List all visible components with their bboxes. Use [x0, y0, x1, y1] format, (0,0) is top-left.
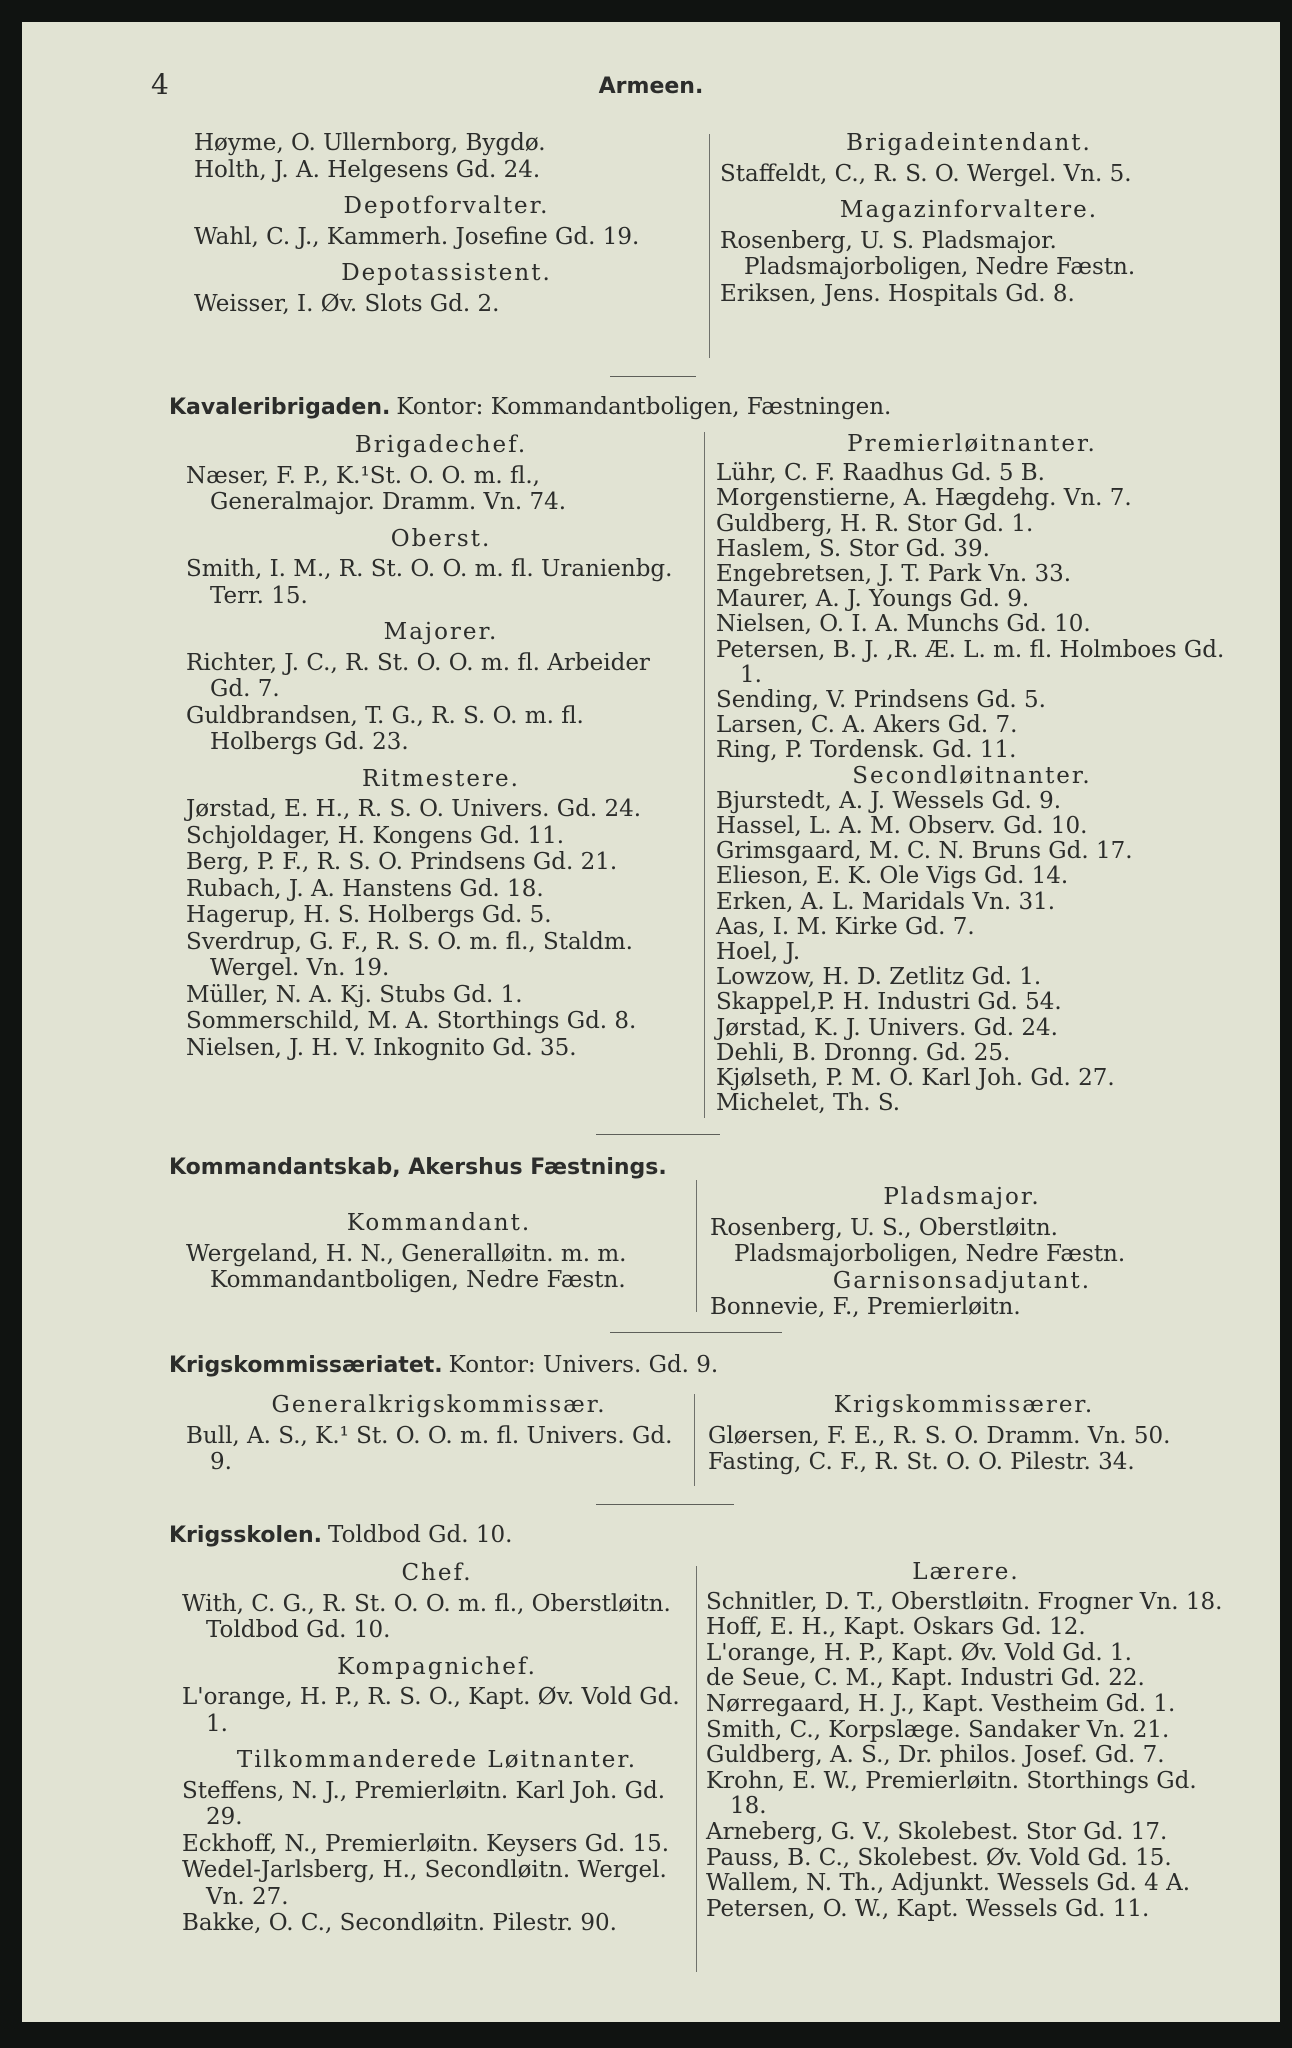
list-item: Wergeland, H. N., Generalløitn. m. m. Kommandantboligen, Nedre Fæstn.	[186, 1240, 627, 1293]
block2-right-column	[710, 1184, 1214, 1321]
section-title: Premierløitnanter.	[847, 431, 1097, 457]
list-item: Rosenberg, U. S., Oberstløitn. Pladsmajorboligen, Nedre Fæstn.	[710, 1214, 1126, 1267]
list-item: Haslem, S. Stor Gd. 39.	[716, 535, 990, 562]
list-item: Lowzow, H. D. Zetlitz Gd. 1.	[716, 964, 1042, 991]
list-item: Ring, P. Tordensk. Gd. 11.	[716, 737, 1017, 764]
section-title: Krigskommissærer.	[833, 1392, 1095, 1418]
list-item: Steffens, N. J., Premierløitn. Karl Joh. Gd. 29.	[182, 1777, 665, 1830]
list-item: L'orange, H. P., R. S. O., Kapt. Øv. Vold Gd. 1.	[182, 1684, 680, 1737]
list-item: Lühr, C. F. Raadhus Gd. 5 B.	[716, 460, 1045, 487]
section-title: Generalkrigskommissær.	[271, 1392, 607, 1418]
list-item: Bakke, O. C., Secondløitn. Pilestr. 90.	[182, 1910, 617, 1936]
list-item: Gløersen, F. E., R. S. O. Dramm. Vn. 50.	[708, 1422, 1171, 1449]
list-item: Erken, A. L. Maridals Vn. 31.	[716, 888, 1056, 915]
list-item: With, C. G., R. St. O. O. m. fl., Oberstløitn. Toldbod Gd. 10.	[182, 1590, 671, 1643]
column-divider	[694, 1394, 695, 1486]
section-heading: Krigskommissæriatet.	[169, 1353, 443, 1378]
block0-right-column	[720, 130, 1218, 307]
list-item: de Seue, C. M., Kapt. Industri Gd. 22.	[706, 1665, 1145, 1692]
office-line: Kontor: Univers. Gd. 9.	[448, 1352, 719, 1378]
section-title: Pladsmajor.	[883, 1184, 1041, 1210]
list-item: Hoff, E. H., Kapt. Oskars Gd. 12.	[706, 1614, 1086, 1641]
section-title: Garnisonsadjutant.	[832, 1267, 1092, 1294]
section-title: Depotassistent.	[341, 260, 552, 286]
list-item: Berg, P. F., R. S. O. Prindsens Gd. 21.	[186, 849, 618, 875]
list-item: Petersen, B. J. ,R. Æ. L. m. fl. Holmboes Gd. 1.	[716, 636, 1225, 688]
section-rule	[610, 1332, 782, 1333]
section-heading: Kommandantskab, Akershus Fæstnings.	[169, 1155, 667, 1180]
section-title: Chef.	[401, 1560, 473, 1586]
list-item: Sverdrup, G. F., R. S. O. m. fl., Staldm. Wergel. Vn. 19.	[186, 928, 633, 981]
block1-left-column	[186, 432, 696, 1061]
section-heading-krigsskolen	[169, 1522, 512, 1550]
list-item: Larsen, C. A. Akers Gd. 7.	[716, 712, 1018, 739]
list-item: Arneberg, G. V., Skolebest. Stor Gd. 17.	[706, 1818, 1168, 1845]
column-divider	[696, 1180, 697, 1312]
list-item: Dehli, B. Dronng. Gd. 25.	[716, 1039, 1011, 1066]
column-divider	[696, 1566, 697, 1972]
block0-left-column	[194, 130, 699, 317]
section-heading-kavaleribrigaden	[169, 394, 891, 422]
running-head: Armeen.	[598, 74, 704, 99]
list-item: Wallem, N. Th., Adjunkt. Wessels Gd. 4 A.	[706, 1870, 1191, 1897]
list-item: Petersen, O. W., Kapt. Wessels Gd. 11.	[706, 1895, 1150, 1922]
list-item: Grimsgaard, M. C. N. Bruns Gd. 17.	[716, 838, 1133, 865]
list-item: Nielsen, J. H. V. Inkognito Gd. 35.	[186, 1034, 577, 1061]
column-divider	[704, 432, 705, 1118]
section-rule	[610, 376, 696, 377]
list-item: Bonnevie, F., Premierløitn.	[710, 1294, 1021, 1320]
office-line: Toldbod Gd. 10.	[328, 1522, 513, 1548]
section-heading: Krigsskolen.	[169, 1523, 323, 1548]
block2-left-column	[186, 1210, 692, 1294]
list-item: Eckhoff, N., Premierløitn. Keysers Gd. 15.	[182, 1830, 670, 1857]
section-title: Kompagnichef.	[337, 1653, 537, 1680]
section-title: Ritmestere.	[362, 765, 520, 792]
block3-left-column	[186, 1392, 692, 1476]
list-item: L'orange, H. P., Kapt. Øv. Vold Gd. 1.	[706, 1639, 1132, 1666]
list-item: Hoel, J.	[716, 939, 801, 966]
list-item: Guldbrandsen, T. G., R. S. O. m. fl. Holbergs Gd. 23.	[186, 702, 584, 755]
list-item: Næser, F. P., K.¹St. O. O. m. fl., Generalmajor. Dramm. Vn. 74.	[186, 462, 567, 515]
block3-right-column	[708, 1392, 1220, 1476]
block0-left-lines	[194, 130, 699, 183]
section-rule	[596, 1504, 734, 1505]
list-item: Weisser, I. Øv. Slots Gd. 2.	[194, 290, 500, 317]
list-item: Wahl, C. J., Kammerh. Josefine Gd. 19.	[194, 223, 640, 250]
list-item: Pauss, B. C., Skolebest. Øv. Vold Gd. 15.	[706, 1844, 1172, 1871]
list-item: Aas, I. M. Kirke Gd. 7.	[716, 913, 975, 940]
column-divider	[709, 134, 710, 358]
list-item: Michelet, Th. S.	[716, 1090, 901, 1117]
list-item: Krohn, E. W., Premierløitn. Storthings Gd. 18.	[706, 1767, 1197, 1820]
list-item: Sending, V. Prindsens Gd. 5.	[716, 687, 1046, 714]
list-item: Rosenberg, U. S. Pladsmajor. Pladsmajorboligen, Nedre Fæstn.	[720, 227, 1136, 280]
list-item: Sommerschild, M. A. Storthings Gd. 8.	[186, 1008, 637, 1034]
list-item: Richter, J. C., R. St. O. O. m. fl. Arbeider Gd. 7.	[186, 649, 650, 702]
list-item: Müller, N. A. Kj. Stubs Gd. 1.	[186, 981, 523, 1008]
block4-left-column	[182, 1560, 692, 1937]
list-item: Nørregaard, H. J., Kapt. Vestheim Gd. 1.	[706, 1690, 1176, 1717]
block0-left-groups	[194, 193, 699, 317]
section-title: Magazinforvaltere.	[839, 197, 1099, 223]
section-rule	[596, 1134, 720, 1135]
list-item: Smith, I. M., R. St. O. O. m. fl. Uranienbg. Terr. 15.	[186, 556, 673, 609]
section-title: Depotforvalter.	[343, 193, 550, 219]
list-item: Guldberg, H. R. Stor Gd. 1.	[716, 510, 1034, 537]
list-item: Rubach, J. A. Hanstens Gd. 18.	[186, 875, 544, 902]
list-item: Hassel, L. A. M. Observ. Gd. 10.	[716, 813, 1088, 840]
section-title: Lærere.	[912, 1559, 1020, 1585]
list-item: Nielsen, O. I. A. Munchs Gd. 10.	[716, 611, 1091, 638]
document-page	[22, 22, 1280, 2022]
list-item: Bull, A. S., K.¹ St. O. O. m. fl. Univers. Gd. 9.	[186, 1422, 673, 1475]
list-item: Høyme, O. Ullernborg, Bygdø.	[194, 130, 546, 156]
section-title: Brigadechef.	[354, 432, 528, 458]
section-title: Tilkommanderede Løitnanter.	[236, 1747, 638, 1773]
section-title: Kommandant.	[346, 1210, 532, 1236]
block1-right-column	[716, 432, 1228, 1116]
section-heading-kommandantskab	[169, 1154, 673, 1182]
section-title: Majorer.	[383, 619, 499, 645]
section-title: Secondløitnanter.	[852, 762, 1092, 789]
page-number: 4	[151, 68, 169, 101]
section-heading: Kavaleribrigaden.	[169, 395, 391, 420]
list-item: Guldberg, A. S., Dr. philos. Josef. Gd. 7.	[706, 1742, 1165, 1769]
list-item: Schjoldager, H. Kongens Gd. 11.	[186, 822, 565, 849]
list-item: Fasting, C. F., R. St. O. O. Pilestr. 34.	[708, 1449, 1135, 1475]
list-item: Engebretsen, J. T. Park Vn. 33.	[716, 561, 1072, 588]
office-line: Kontor: Kommandantboligen, Fæstningen.	[396, 394, 892, 420]
list-item: Bjurstedt, A. J. Wessels Gd. 9.	[716, 787, 1062, 814]
list-item: Kjølseth, P. M. O. Karl Joh. Gd. 27.	[716, 1065, 1115, 1092]
list-item: Maurer, A. J. Youngs Gd. 9.	[716, 586, 1030, 613]
list-item: Smith, C., Korpslæge. Sandaker Vn. 21.	[706, 1716, 1170, 1743]
section-title: Oberst.	[390, 525, 492, 552]
section-heading-krigskommissaeriatet	[169, 1352, 718, 1380]
list-item: Staffeldt, C., R. S. O. Wergel. Vn. 5.	[720, 160, 1132, 187]
list-item: Eriksen, Jens. Hospitals Gd. 8.	[720, 280, 1075, 307]
list-item: Skappel,P. H. Industri Gd. 54.	[716, 989, 1062, 1016]
list-item: Morgenstierne, A. Hægdehg. Vn. 7.	[716, 485, 1132, 512]
list-item: Wedel-Jarlsberg, H., Secondløitn. Wergel. Vn. 27.	[182, 1857, 667, 1910]
list-item: Jørstad, E. H., R. S. O. Univers. Gd. 24.	[186, 796, 642, 822]
list-item: Hagerup, H. S. Holbergs Gd. 5.	[186, 902, 552, 928]
list-item: Jørstad, K. J. Univers. Gd. 24.	[716, 1014, 1058, 1041]
block4-right-column	[706, 1560, 1226, 1922]
list-item: Elieson, E. K. Ole Vigs Gd. 14.	[716, 863, 1069, 890]
list-item: Holth, J. A. Helgesens Gd. 24.	[194, 156, 541, 183]
list-item: Schnitler, D. T., Oberstløitn. Frogner Vn. 18.	[706, 1588, 1223, 1615]
section-title: Brigadeintendant.	[846, 130, 1092, 156]
